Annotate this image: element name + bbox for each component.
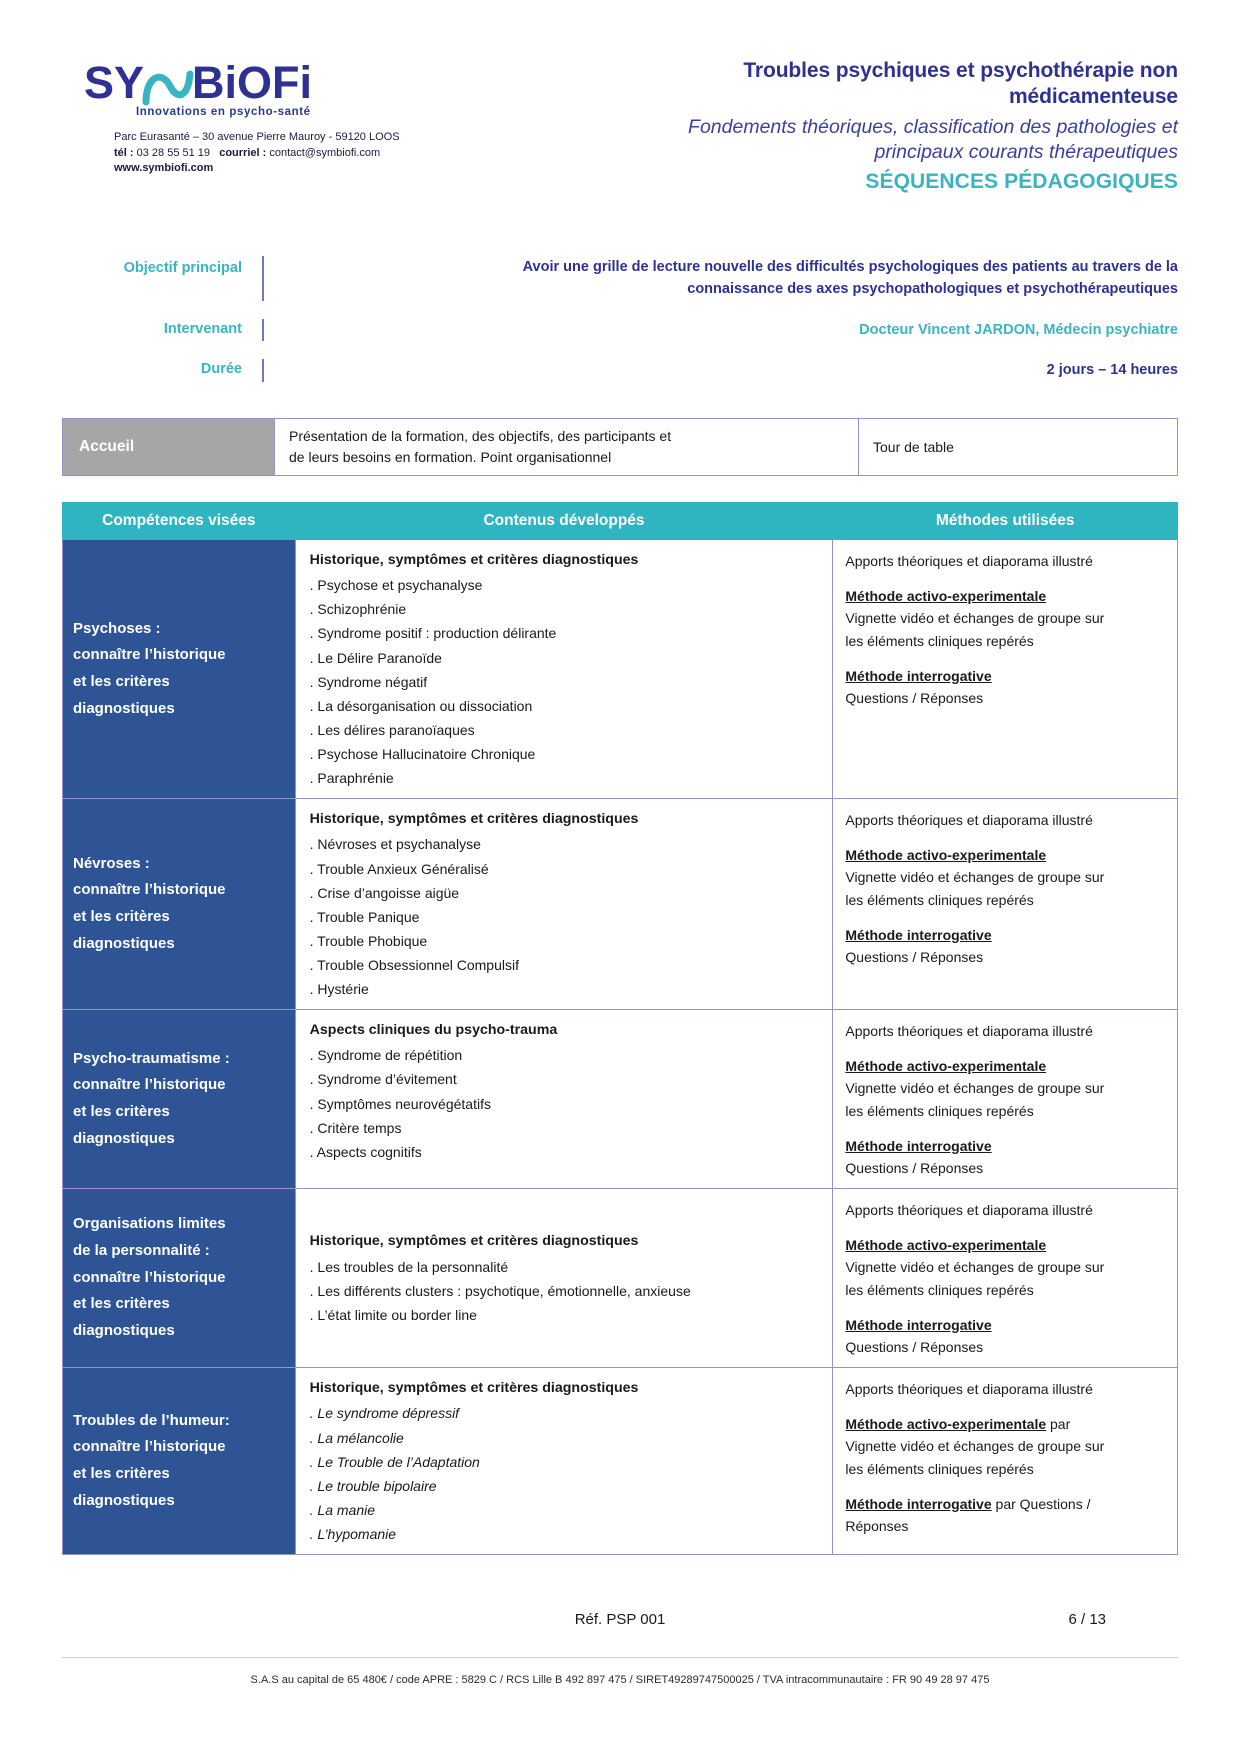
- method-line: Questions / Réponses: [845, 949, 984, 966]
- method-title: Méthode interrogative: [845, 1316, 992, 1333]
- method-line: Apports théoriques et diaporama illustré: [845, 552, 1093, 569]
- method-title: Méthode interrogative: [845, 926, 992, 943]
- competence-line: de la personnalité :: [73, 1241, 210, 1259]
- content-item: . La manie: [309, 1501, 376, 1518]
- competence-line: connaître l’historique: [73, 646, 226, 664]
- method-line: [845, 844, 1169, 867]
- content-item: . Psychose et psychanalyse: [309, 577, 483, 594]
- methods-cell: [833, 1368, 1178, 1555]
- mail-value: contact@symbiofi.com: [269, 146, 381, 159]
- duration-value: 2 jours – 14 heures: [1046, 362, 1178, 379]
- content-cell: [295, 1009, 833, 1188]
- content-cell: [295, 1368, 833, 1555]
- competence-cell: [63, 1009, 296, 1188]
- competence-line: diagnostiques: [73, 1129, 175, 1147]
- accueil-desc-line-1: Présentation de la formation, des objectifs, des participants et: [289, 427, 672, 444]
- method-line: [845, 665, 1169, 688]
- method-title: Méthode interrogative: [845, 1495, 992, 1512]
- legal-notice: S.A.S au capital de 65 480€ / code APRE : 5829 C / RCS Lille B 492 897 475 / SIRET49289747500025 / TVA intracommunautaire : FR 90 49 28 97 475: [250, 1674, 990, 1686]
- method-line: les éléments cliniques repérés: [845, 1282, 1034, 1299]
- content-item: . Névroses et psychanalyse: [309, 836, 481, 853]
- method-line: [845, 1055, 1169, 1078]
- method-line: les éléments cliniques repérés: [845, 632, 1034, 649]
- content-item: . Schizophrénie: [309, 601, 407, 618]
- content-item: . Les délires paranoïaques: [309, 721, 475, 738]
- document-title-block: [558, 44, 1178, 194]
- document-reference: Réf. PSP 001: [574, 1611, 666, 1628]
- meta-row-speaker: [62, 319, 1178, 341]
- column-header-contenus: Contenus développés: [295, 502, 833, 539]
- competence-cell: [63, 799, 296, 1010]
- competence-cell: [63, 539, 296, 798]
- accueil-table: [62, 418, 1178, 476]
- table-row: [63, 1189, 1178, 1368]
- objective-line-1: Avoir une grille de lecture nouvelle des difficultés psychologiques des patients au travers de la: [522, 259, 1178, 275]
- method-line: Vignette vidéo et échanges de groupe sur: [845, 1438, 1105, 1455]
- table-row: [63, 1009, 1178, 1188]
- methods-cell: [833, 1189, 1178, 1368]
- content-item: . Hystérie: [309, 980, 369, 997]
- objective-line-2: connaissance des axes psychopathologiques et psychothérapeutiques: [687, 281, 1178, 298]
- competence-line: et les critères: [73, 1295, 170, 1313]
- content-item: . Le trouble bipolaire: [309, 1477, 437, 1494]
- method-gap: [845, 912, 1169, 924]
- methods-cell: [833, 799, 1178, 1010]
- method-title: Méthode interrogative: [845, 1137, 992, 1154]
- content-item: . Symptômes neurovégétatifs: [309, 1095, 491, 1112]
- method-line: Questions / Réponses: [845, 690, 984, 707]
- competence-cell: [63, 1368, 296, 1555]
- website: www.symbiofi.com: [114, 162, 214, 175]
- brand-tagline: Innovations en psycho-santé: [136, 106, 311, 118]
- content-item: . La désorganisation ou dissociation: [309, 697, 533, 714]
- table-head: [63, 502, 1178, 539]
- content-item: . Trouble Panique: [309, 908, 420, 925]
- competence-line: diagnostiques: [73, 699, 175, 717]
- duration-label: Durée: [200, 361, 242, 378]
- content-item: . Le Trouble de l’Adaptation: [309, 1453, 480, 1470]
- method-line: [845, 1413, 1169, 1436]
- tel-value: 03 28 55 51 19: [136, 146, 211, 159]
- method-title: Méthode activo-experimentale: [845, 1236, 1047, 1253]
- content-heading: Historique, symptômes et critères diagnostiques: [309, 551, 639, 568]
- method-gap: [845, 1401, 1169, 1413]
- competence-line: connaître l’historique: [73, 1268, 226, 1286]
- accueil-label: Accueil: [63, 419, 275, 475]
- method-line: Vignette vidéo et échanges de groupe sur: [845, 1259, 1105, 1276]
- competence-line: et les critères: [73, 1464, 170, 1482]
- method-gap: [845, 573, 1169, 585]
- method-title: Méthode activo-experimentale: [845, 587, 1047, 604]
- table-row: [63, 539, 1178, 798]
- address-line: Parc Eurasanté – 30 avenue Pierre Mauroy - 59120 LOOS: [114, 131, 400, 143]
- method-title: Méthode activo-experimentale: [845, 846, 1047, 863]
- tel-label: tél :: [114, 146, 134, 159]
- method-gap: [845, 832, 1169, 844]
- content-item: . L’hypomanie: [309, 1525, 397, 1542]
- method-title: Méthode activo-experimentale: [845, 1057, 1047, 1074]
- svg-text:BiOFi: BiOFi: [192, 58, 312, 108]
- page-title: [558, 58, 1178, 111]
- method-line: [845, 924, 1169, 947]
- competence-line: Psychoses :: [73, 619, 161, 637]
- method-line: Questions / Réponses: [845, 1339, 984, 1356]
- logo-icon: [84, 58, 354, 114]
- svg-text:SY: SY: [84, 58, 145, 108]
- competence-line: Organisations limites: [73, 1215, 226, 1233]
- content-item: . Le syndrome dépressif: [309, 1405, 460, 1422]
- content-heading: Historique, symptômes et critères diagnostiques: [309, 1233, 639, 1250]
- method-title: Méthode interrogative: [845, 667, 992, 684]
- method-line: Questions / Réponses: [845, 1160, 984, 1177]
- method-gap: [845, 1481, 1169, 1493]
- page-number: 6 / 13: [1068, 1611, 1106, 1628]
- content-item: . La mélancolie: [309, 1429, 404, 1446]
- method-line: Apports théoriques et diaporama illustré: [845, 1022, 1093, 1039]
- table-row: [63, 799, 1178, 1010]
- competence-line: Névroses :: [73, 854, 150, 872]
- content-item: . L’état limite ou border line: [309, 1306, 477, 1323]
- content-cell: [295, 539, 833, 798]
- content-heading: Historique, symptômes et critères diagnostiques: [309, 1380, 639, 1397]
- method-line: Vignette vidéo et échanges de groupe sur: [845, 610, 1105, 627]
- method-line: Apports théoriques et diaporama illustré: [845, 812, 1093, 828]
- content-item: . Paraphrénie: [309, 769, 394, 786]
- content-item: . Trouble Phobique: [309, 932, 428, 949]
- competence-line: diagnostiques: [73, 1322, 175, 1340]
- pedagogical-sequences-table: [62, 502, 1178, 1555]
- method-line: les éléments cliniques repérés: [845, 1102, 1034, 1119]
- sequences-heading: SÉQUENCES PÉDAGOGIQUES: [865, 169, 1178, 193]
- content-item: . Les différents clusters : psychotique, émotionnelle, anxieuse: [309, 1282, 691, 1299]
- content-item: . Syndrome négatif: [309, 673, 428, 690]
- method-line: Vignette vidéo et échanges de groupe sur: [845, 869, 1105, 886]
- title-line-1: Troubles psychiques et psychothérapie non: [743, 59, 1178, 82]
- column-header-competences: Compétences visées: [63, 502, 296, 539]
- content-heading: Historique, symptômes et critères diagnostiques: [309, 811, 639, 827]
- table-body: [63, 539, 1178, 1554]
- objective-label: Objectif principal: [123, 260, 242, 276]
- competence-line: connaître l’historique: [73, 1076, 226, 1094]
- competence-line: Troubles de l’humeur:: [73, 1411, 230, 1429]
- content-item: . Syndrome de répétition: [309, 1047, 463, 1064]
- method-title-suffix: par Questions /: [991, 1495, 1091, 1512]
- method-line: Réponses: [845, 1518, 909, 1535]
- method-gap: [845, 1123, 1169, 1135]
- competence-line: diagnostiques: [73, 1491, 175, 1509]
- subtitle-line-1: Fondements théoriques, classification des pathologies et: [688, 115, 1178, 138]
- competence-line: connaître l’historique: [73, 881, 226, 899]
- title-line-2: médicamenteuse: [1008, 85, 1178, 109]
- competence-line: et les critères: [73, 907, 170, 925]
- method-line: Apports théoriques et diaporama illustré: [845, 1381, 1093, 1398]
- method-line: Apports théoriques et diaporama illustré: [845, 1202, 1093, 1218]
- content-item: . Trouble Obsessionnel Compulsif: [309, 956, 519, 973]
- methods-cell: [833, 539, 1178, 798]
- table-header-row: [63, 502, 1178, 539]
- method-line: les éléments cliniques repérés: [845, 892, 1034, 909]
- accueil-description: [275, 419, 859, 475]
- method-gap: [845, 1222, 1169, 1234]
- content-item: . Syndrome positif : production délirante: [309, 625, 557, 642]
- content-item: . Syndrome d’évitement: [309, 1071, 457, 1088]
- content-item: . Psychose Hallucinatoire Chronique: [309, 745, 536, 762]
- accueil-method: Tour de table: [873, 438, 954, 455]
- method-line: [845, 1314, 1169, 1337]
- column-header-methodes: Méthodes utilisées: [833, 502, 1178, 539]
- method-title-suffix: par: [1046, 1415, 1071, 1432]
- method-line: les éléments cliniques repérés: [845, 1461, 1034, 1478]
- page-footer: [62, 1611, 1178, 1628]
- page-header: [62, 44, 1178, 194]
- method-line: Vignette vidéo et échanges de groupe sur: [845, 1080, 1105, 1097]
- method-gap: [845, 653, 1169, 665]
- content-item: . Le Délire Paranoïde: [309, 649, 442, 666]
- content-cell: [295, 799, 833, 1010]
- content-item: . Trouble Anxieux Généralisé: [309, 860, 489, 877]
- accueil-desc-line-2: de leurs besoins en formation. Point organisationnel: [289, 448, 612, 465]
- method-line: [845, 1234, 1169, 1257]
- table-row: [63, 1368, 1178, 1555]
- method-line: [845, 1135, 1169, 1158]
- brand-address: [114, 130, 482, 177]
- competence-cell: [63, 1189, 296, 1368]
- speaker-value: Docteur Vincent JARDON, Médecin psychiatre: [859, 321, 1178, 338]
- method-gap: [845, 1043, 1169, 1055]
- objective-value: [264, 256, 1178, 301]
- page-subtitle: [558, 115, 1178, 166]
- subtitle-line-2: principaux courants thérapeutiques: [874, 141, 1178, 164]
- brand-block: [62, 44, 482, 177]
- content-item: . Aspects cognitifs: [309, 1143, 422, 1160]
- meta-row-objective: [62, 256, 1178, 301]
- method-line: [845, 1493, 1169, 1516]
- content-heading: Aspects cliniques du psycho-trauma: [309, 1021, 558, 1038]
- methods-cell: [833, 1009, 1178, 1188]
- method-gap: [845, 1302, 1169, 1314]
- meta-section: [62, 256, 1178, 382]
- competence-line: et les critères: [73, 1102, 170, 1120]
- method-title: Méthode activo-experimentale: [845, 1415, 1047, 1432]
- competence-line: et les critères: [73, 672, 170, 690]
- content-cell: [295, 1189, 833, 1368]
- content-item: . Critère temps: [309, 1119, 402, 1136]
- address-contact-line: [114, 146, 482, 162]
- competence-line: connaître l’historique: [73, 1438, 226, 1456]
- mail-label: courriel :: [219, 146, 267, 159]
- meta-row-duration: [62, 359, 1178, 381]
- speaker-label: Intervenant: [163, 320, 242, 337]
- competence-line: diagnostiques: [73, 934, 175, 952]
- content-item: . Crise d’angoisse aigüe: [309, 884, 460, 901]
- method-line: [845, 585, 1169, 608]
- competence-line: Psycho-traumatisme :: [73, 1049, 230, 1067]
- symbiofi-logo: [84, 58, 482, 114]
- content-item: . Les troubles de la personnalité: [309, 1258, 509, 1275]
- footer-divider: [62, 1657, 1178, 1658]
